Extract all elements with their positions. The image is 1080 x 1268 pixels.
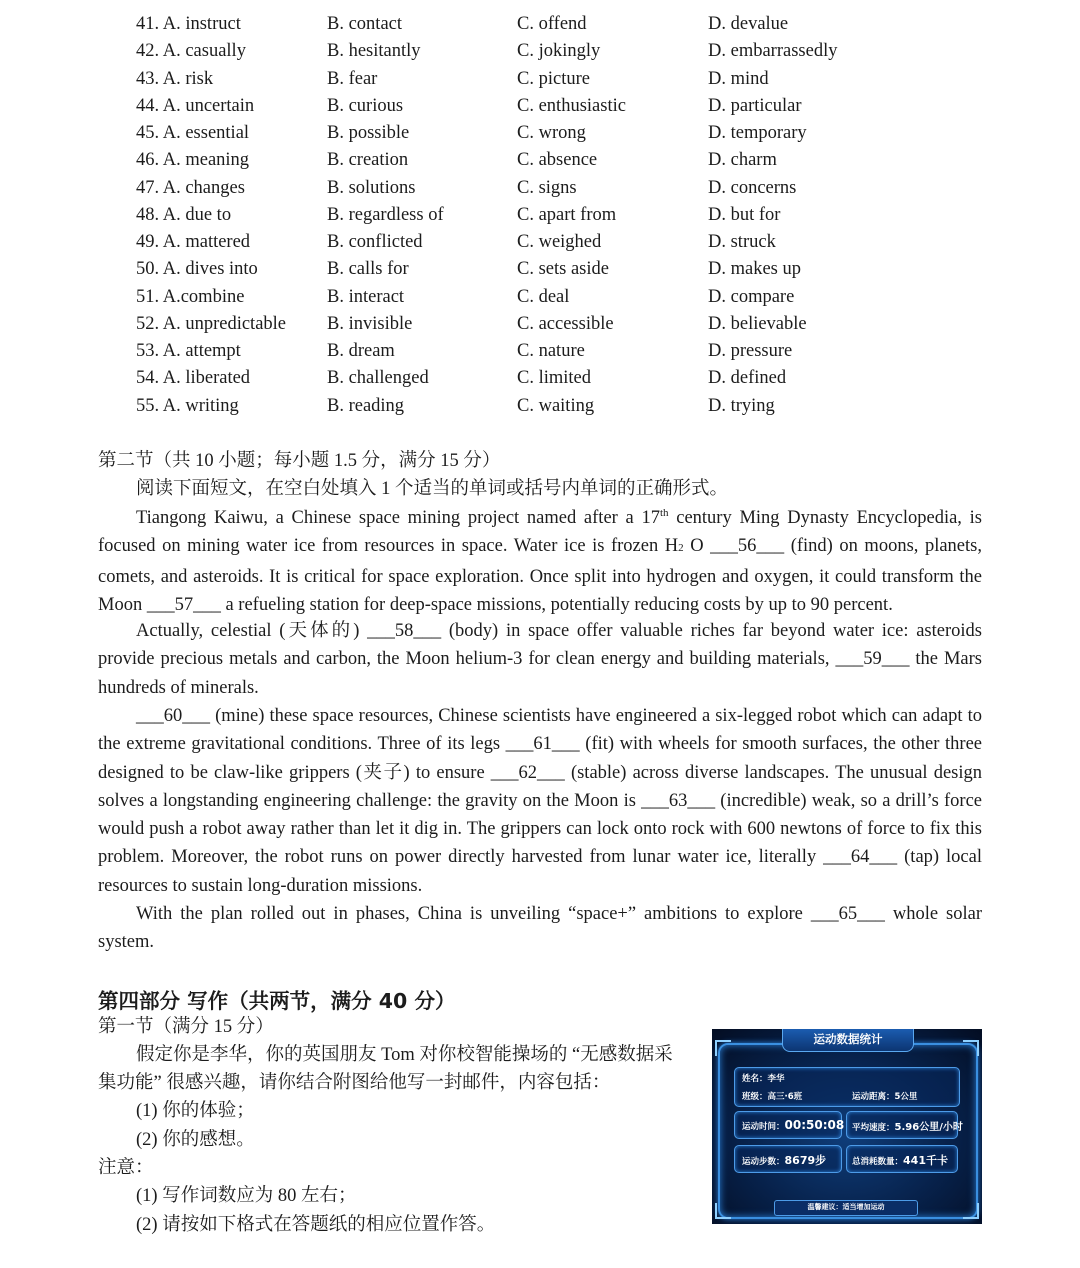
option-b: B. dream [327,341,395,361]
option-d: D. charm [708,150,777,171]
speed-label: 平均速度： [852,1123,895,1133]
option-c: C. picture [517,68,590,89]
p1-subscript: 2 [678,542,684,555]
option-d: D. defined [708,368,787,389]
option-a: 54. A. liberated [136,368,251,389]
option-c: C. offend [517,14,587,34]
option-d: D. compare [708,286,795,307]
option-c: C. limited [517,368,591,389]
writing-prompt-line-1: 假定你是李华，你的英国朋友 Tom 对你校智能操场的 “无感数据采 [136,1045,673,1065]
option-d: D. temporary [708,123,807,143]
option-row [0,202,1080,229]
option-d: D. devalue [708,14,789,34]
option-c: C. enthusiastic [517,95,626,116]
option-d: D. trying [708,395,775,416]
option-row [0,365,1080,392]
p1-text-b: century Ming Dynasty Encyclopedia, is focused on mining water ice from resources in space. Water ice is frozen H [98,508,982,557]
option-b: B. challenged [327,368,429,389]
option-d: D. struck [708,232,776,252]
option-a: 44. A. uncertain [136,95,255,116]
option-b: B. fear [327,68,378,89]
option-d: D. embarrassedly [708,41,838,62]
writing-item-2: (2) 你的感想。 [136,1130,255,1150]
option-c: C. apart from [517,204,617,225]
p1-superscript: th [659,506,669,519]
p1-text-a: Tiangong Kaiwu, a Chinese space mining project named after a 17 [136,508,660,528]
writing-prompt-line-2: 集功能” 很感兴趣，请你结合附图给他写一封邮件，内容包括： [98,1073,611,1093]
frame-corner [715,1040,731,1056]
frame-corner [963,1040,979,1056]
option-row [0,393,1080,420]
option-b: B. creation [327,150,409,171]
option-row [0,311,1080,338]
option-c: C. wrong [517,123,586,143]
calories-value: 441千卡 [903,1154,948,1167]
passage-paragraph-2: Actually, celestial (天体的) ___58___ (body) in space offer valuable riches far beyond water ice: asteroids provide precious metals and carbon, the Moon helium-3 for clean energy and building materials, ___59___ the Mars hundreds of minerals. [98,621,982,698]
option-b: B. invisible [327,313,413,334]
option-b: B. reading [327,395,405,416]
exercise-time [742,1118,844,1132]
option-row [0,338,1080,365]
option-row [0,11,1080,38]
option-a: 47. A. changes [136,177,245,198]
time-label: 运动时间： [742,1122,785,1132]
option-c: C. absence [517,150,598,171]
passage-paragraph-1 [98,504,982,619]
option-a: 43. A. risk [136,68,214,89]
passage-paragraph-4: With the plan rolled out in phases, China is unveiling “space+” ambitions to explore ___65___ whole solar system. [98,904,982,953]
option-c: C. accessible [517,313,614,334]
average-speed [852,1118,963,1133]
option-d: D. particular [708,95,802,116]
options-table [0,11,1080,420]
option-a: 52. A. unpredictable [136,313,287,334]
option-row [0,256,1080,283]
option-c: C. deal [517,286,570,307]
option-b: B. solutions [327,177,416,198]
option-a: 42. A. casually [136,41,246,62]
option-d: D. concerns [708,177,797,198]
dashboard-title: 运动数据统计 [782,1029,914,1052]
section2-heading: 第二节（共 10 小题；每小题 1.5 分，满分 15 分） [98,451,501,471]
frame-corner [715,1203,731,1219]
steps-value: 8679步 [784,1154,827,1167]
option-c: C. weighed [517,232,602,252]
student-name: 姓名：李华 [742,1074,785,1084]
notes-heading: 注意： [98,1158,154,1178]
calories-burned [852,1152,948,1168]
p1-text-c: O ___56___ (find) on moons, planets, comets, and asteroids. It is critical for space exploration. Once split into hydrogen and oxygen, it could transform the Moon ___57___ a refueling station for deep-space missions, potentially reducing costs by up to 90 percent. [98,536,982,615]
option-b: B. possible [327,123,410,143]
option-row [0,93,1080,120]
exercise-distance: 运动距离：5公里 [852,1092,918,1102]
dashboard-tip: 温馨建议：适当增加运动 [774,1200,918,1216]
option-a: 50. A. dives into [136,259,258,280]
note-2: (2) 请按如下格式在答题纸的相应位置作答。 [136,1215,496,1235]
option-row [0,229,1080,256]
option-row [0,284,1080,311]
option-row [0,38,1080,65]
option-b: B. curious [327,95,404,116]
section2-instruction: 阅读下面短文，在空白处填入 1 个适当的单词或括号内单词的正确形式。 [136,479,729,499]
option-b: B. conflicted [327,232,423,252]
option-d: D. but for [708,204,781,225]
option-b: B. interact [327,286,405,307]
option-a: 46. A. meaning [136,150,250,171]
option-row [0,120,1080,147]
part4-section1-heading: 第一节（满分 15 分） [98,1017,274,1037]
exercise-steps [742,1152,826,1168]
calories-label: 总消耗数量： [852,1157,904,1167]
option-b: B. hesitantly [327,41,421,62]
frame-corner [963,1203,979,1219]
option-a: 45. A. essential [136,123,250,143]
part4-heading: 第四部分 写作（共两节，满分 40 分） [98,989,456,1013]
writing-item-1: (1) 你的体验； [136,1101,255,1121]
option-d: D. mind [708,68,769,89]
passage-paragraph-3: ___60___ (mine) these space resources, Chinese scientists have engineered a six-legged robot which can adapt to the extreme gravitational conditions. Three of its legs ___61___ (fit) with wheels for smooth surfaces, the other three designed to be claw-like grippers (夹子) to ensure ___62___ (stable) across diverse landscapes. The unusual design solves a longstanding engineering challenge: the gravity on the Moon is ___63___ (incredible) weak, so a drill’s force would push a robot away rather than let it dig in. The grippers can lock onto rock with 600 newtons of force to fix this problem. Moreover, the robot runs on power directly harvested from lunar water ice, literally ___64___ (tap) local resources to sustain long-duration missions. [98,706,982,896]
option-b: B. calls for [327,259,409,280]
option-c: C. jokingly [517,41,601,62]
option-d: D. pressure [708,341,793,361]
option-b: B. regardless of [327,204,444,225]
option-b: B. contact [327,14,403,34]
option-row [0,147,1080,174]
option-a: 41. A. instruct [136,14,241,34]
option-a: 48. A. due to [136,204,232,225]
option-row [0,175,1080,202]
option-d: D. makes up [708,259,801,280]
exercise-data-dashboard-image [712,1029,982,1224]
option-c: C. nature [517,341,585,361]
note-1: (1) 写作词数应为 80 左右； [136,1186,357,1206]
speed-value: 5.96公里/小时 [894,1122,963,1133]
option-a: 53. A. attempt [136,341,241,361]
time-value: 00:50:08 [784,1118,845,1132]
option-a: 51. A.combine [136,286,245,307]
option-row [0,66,1080,93]
option-c: C. signs [517,177,577,198]
option-a: 49. A. mattered [136,232,251,252]
option-c: C. sets aside [517,259,609,280]
option-d: D. believable [708,313,807,334]
option-c: C. waiting [517,395,595,416]
steps-label: 运动步数： [742,1157,785,1167]
student-class: 班级：高三·6班 [742,1092,803,1102]
option-a: 55. A. writing [136,395,239,416]
